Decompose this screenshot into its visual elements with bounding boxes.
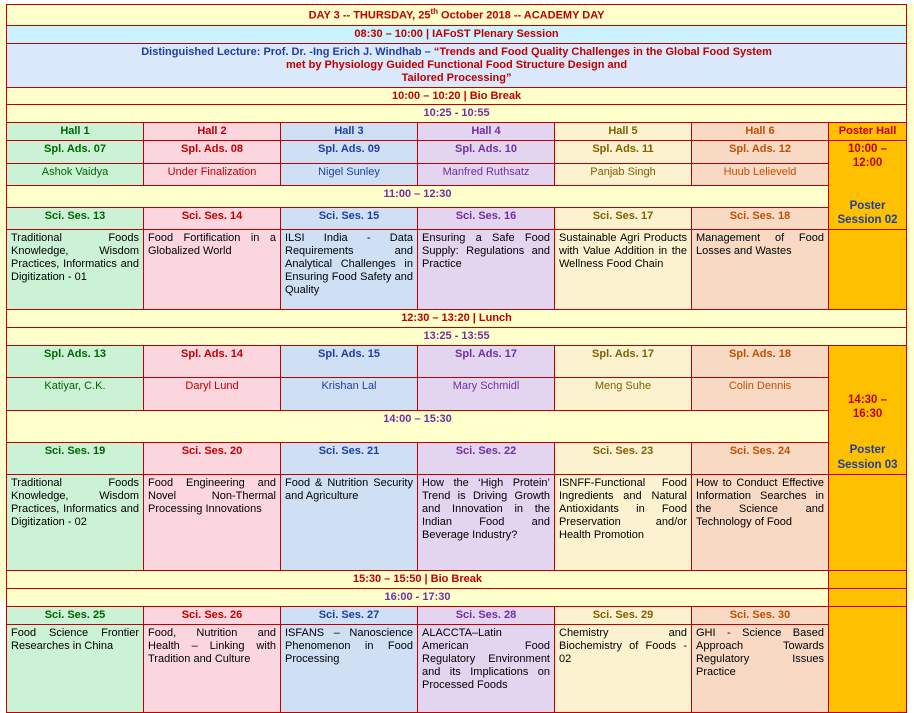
- spl-ads-speaker-15: Krishan Lal: [281, 378, 418, 410]
- table-row: [7, 310, 907, 328]
- sci-ses-title-28: ALACCTA–Latin American Food Regulatory Environment and its Implications on Processed Foods: [418, 625, 555, 713]
- table-row: [7, 571, 907, 589]
- poster-session-02-name-line2: Session 02: [837, 213, 898, 226]
- table-row: [7, 230, 907, 310]
- sci-ses-code-22: Sci. Ses. 22: [418, 442, 555, 474]
- sci-ses-title-26: Food, Nutrition and Health – Linking with Tradition and Culture: [144, 625, 281, 713]
- sci-ses-title-16: Ensuring a Safe Food Supply: Regulations and Practice: [418, 230, 555, 310]
- lecture-title-line3: Tailored Processing”: [401, 71, 512, 84]
- poster-session-03-name-line2: Session 03: [837, 458, 898, 471]
- sci-ses-code-17: Sci. Ses. 17: [555, 208, 692, 230]
- spl-ads-speaker-08: Under Finalization: [144, 163, 281, 185]
- day-title-sup: th: [430, 7, 438, 16]
- sci-ses-title-30: GHI - Science Based Approach Towards Regulatory Issues Practice: [692, 625, 829, 713]
- spl-ads-code-08: Spl. Ads. 08: [144, 141, 281, 163]
- spl-ads-speaker-18: Colin Dennis: [692, 378, 829, 410]
- poster-spacer-5: [829, 607, 907, 713]
- spl-ads-speaker-12: Huub Lelieveld: [692, 163, 829, 185]
- spl-ads-code-15: Spl. Ads. 15: [281, 346, 418, 378]
- bio-break-2: 15:30 – 15:50 | Bio Break: [7, 571, 829, 589]
- table-row-hall-headers: [7, 123, 907, 141]
- sci-ses-title-29: Chemistry and Biochemistry of Foods - 02: [555, 625, 692, 713]
- schedule-table: [6, 4, 907, 713]
- day-title-post: October 2018 -- ACADEMY DAY: [438, 9, 605, 22]
- table-row: [7, 5, 907, 26]
- sci-ses-code-14: Sci. Ses. 14: [144, 208, 281, 230]
- table-row: [7, 25, 907, 43]
- slot-time-1025: 10:25 - 10:55: [7, 105, 907, 123]
- lecture-title-line2: met by Physiology Guided Functional Food Structure Design and: [286, 58, 628, 71]
- sci-ses-title-24: How to Conduct Effective Information Searches in the Science and Technology of Food: [692, 475, 829, 571]
- lecture-prefix: Distinguished Lecture: Prof. Dr. -Ing Erich J. Windhab –: [141, 45, 434, 58]
- sci-ses-title-18: Management of Food Losses and Wastes: [692, 230, 829, 310]
- slot-time-1100: 11:00 – 12:30: [7, 185, 829, 207]
- table-row: [7, 87, 907, 105]
- poster-spacer-1: [829, 230, 907, 310]
- hall-header-1: Hall 1: [7, 123, 144, 141]
- sci-ses-code-28: Sci. Ses. 28: [418, 607, 555, 625]
- spl-ads-code-14: Spl. Ads. 14: [144, 346, 281, 378]
- poster-spacer-4: [829, 589, 907, 607]
- table-row: [7, 378, 907, 410]
- table-row: [7, 625, 907, 713]
- spl-ads-code-18: Spl. Ads. 18: [692, 346, 829, 378]
- slot-time-1400: 14:00 – 15:30: [7, 410, 829, 442]
- sci-ses-code-23: Sci. Ses. 23: [555, 442, 692, 474]
- sci-ses-title-20: Food Engineering and Novel Non-Thermal Processing Innovations: [144, 475, 281, 571]
- sci-ses-code-24: Sci. Ses. 24: [692, 442, 829, 474]
- table-row: [7, 589, 907, 607]
- slot-time-1600: 16:00 - 17:30: [7, 589, 829, 607]
- spl-ads-speaker-07: Ashok Vaidya: [7, 163, 144, 185]
- sci-ses-title-21: Food & Nutrition Security and Agriculture: [281, 475, 418, 571]
- poster-session-03-time: 14:30 – 16:30: [848, 394, 888, 420]
- table-row: [7, 607, 907, 625]
- sci-ses-code-27: Sci. Ses. 27: [281, 607, 418, 625]
- sci-ses-code-21: Sci. Ses. 21: [281, 442, 418, 474]
- sci-ses-code-25: Sci. Ses. 25: [7, 607, 144, 625]
- sci-ses-code-13: Sci. Ses. 13: [7, 208, 144, 230]
- spl-ads-speaker-11: Panjab Singh: [555, 163, 692, 185]
- spl-ads-code-17: Spl. Ads. 17: [555, 346, 692, 378]
- spl-ads-code-16: Spl. Ads. 17: [418, 346, 555, 378]
- sci-ses-title-25: Food Science Frontier Researches in China: [7, 625, 144, 713]
- poster-spacer-2: [829, 475, 907, 571]
- table-row: [7, 185, 907, 207]
- table-row: [7, 163, 907, 185]
- spl-ads-speaker-16: Mary Schmidl: [418, 378, 555, 410]
- spl-ads-speaker-09: Nigel Sunley: [281, 163, 418, 185]
- day-title-pre: DAY 3 -- THURSDAY, 25: [308, 9, 431, 22]
- bio-break-1: 10:00 – 10:20 | Bio Break: [7, 87, 907, 105]
- spl-ads-speaker-13: Katiyar, C.K.: [7, 378, 144, 410]
- spl-ads-speaker-14: Daryl Lund: [144, 378, 281, 410]
- poster-session-03-name-line1: Poster: [849, 444, 886, 457]
- table-row: [7, 410, 907, 442]
- sci-ses-code-19: Sci. Ses. 19: [7, 442, 144, 474]
- sci-ses-code-29: Sci. Ses. 29: [555, 607, 692, 625]
- poster-session-03-cell: [829, 346, 907, 475]
- hall-header-6: Hall 6: [692, 123, 829, 141]
- sci-ses-title-15: ILSI India - Data Requirements and Analytical Challenges in Ensuring Food Safety and Quality: [281, 230, 418, 310]
- lunch-band: 12:30 – 13:20 | Lunch: [7, 310, 907, 328]
- table-row: [7, 208, 907, 230]
- poster-spacer-3: [829, 571, 907, 589]
- hall-header-3: Hall 3: [281, 123, 418, 141]
- sci-ses-code-20: Sci. Ses. 20: [144, 442, 281, 474]
- sci-ses-title-14: Food Fortification in a Globalized World: [144, 230, 281, 310]
- hall-header-5: Hall 5: [555, 123, 692, 141]
- spl-ads-code-11: Spl. Ads. 11: [555, 141, 692, 163]
- sci-ses-code-30: Sci. Ses. 30: [692, 607, 829, 625]
- spl-ads-code-09: Spl. Ads. 09: [281, 141, 418, 163]
- sci-ses-code-16: Sci. Ses. 16: [418, 208, 555, 230]
- sci-ses-title-27: ISFANS – Nanoscience Phenomenon in Food Processing: [281, 625, 418, 713]
- table-row: [7, 141, 907, 163]
- slot-time-1325: 13:25 - 13:55: [7, 328, 907, 346]
- spl-ads-code-07: Spl. Ads. 07: [7, 141, 144, 163]
- hall-header-2: Hall 2: [144, 123, 281, 141]
- spl-ads-speaker-10: Manfred Ruthsatz: [418, 163, 555, 185]
- day-title: [7, 5, 907, 26]
- poster-hall-header: Poster Hall: [829, 123, 907, 141]
- sci-ses-code-15: Sci. Ses. 15: [281, 208, 418, 230]
- sci-ses-title-23: ISNFF-Functional Food Ingredients and Natural Antioxidants in Food Preservation and/or Health Promotion: [555, 475, 692, 571]
- sci-ses-code-26: Sci. Ses. 26: [144, 607, 281, 625]
- distinguished-lecture: [7, 43, 907, 87]
- poster-session-02-name-line1: Poster: [849, 199, 886, 212]
- table-row: [7, 328, 907, 346]
- plenary-time: 08:30 – 10:00 | IAFoST Plenary Session: [7, 25, 907, 43]
- table-row: [7, 43, 907, 87]
- poster-session-02-cell: [829, 141, 907, 230]
- lecture-title-line1: “Trends and Food Quality Challenges in the Global Food System: [433, 45, 772, 58]
- table-row: [7, 105, 907, 123]
- table-row: [7, 346, 907, 378]
- spl-ads-code-13: Spl. Ads. 13: [7, 346, 144, 378]
- sci-ses-title-19: Traditional Foods Knowledge, Wisdom Practices, Informatics and Digitization - 02: [7, 475, 144, 571]
- sci-ses-title-17: Sustainable Agri Products with Value Addition in the Wellness Food Chain: [555, 230, 692, 310]
- table-row: [7, 475, 907, 571]
- poster-session-02-time: 10:00 – 12:00: [848, 143, 888, 169]
- hall-header-4: Hall 4: [418, 123, 555, 141]
- sci-ses-title-13: Traditional Foods Knowledge, Wisdom Practices, Informatics and Digitization - 01: [7, 230, 144, 310]
- spl-ads-speaker-17: Meng Suhe: [555, 378, 692, 410]
- spl-ads-code-10: Spl. Ads. 10: [418, 141, 555, 163]
- table-row: [7, 442, 907, 474]
- schedule-page: [0, 4, 914, 691]
- sci-ses-title-22: How the ‘High Protein’ Trend is Driving Growth and Innovation in the Indian Food and Beverage Industry?: [418, 475, 555, 571]
- sci-ses-code-18: Sci. Ses. 18: [692, 208, 829, 230]
- spl-ads-code-12: Spl. Ads. 12: [692, 141, 829, 163]
